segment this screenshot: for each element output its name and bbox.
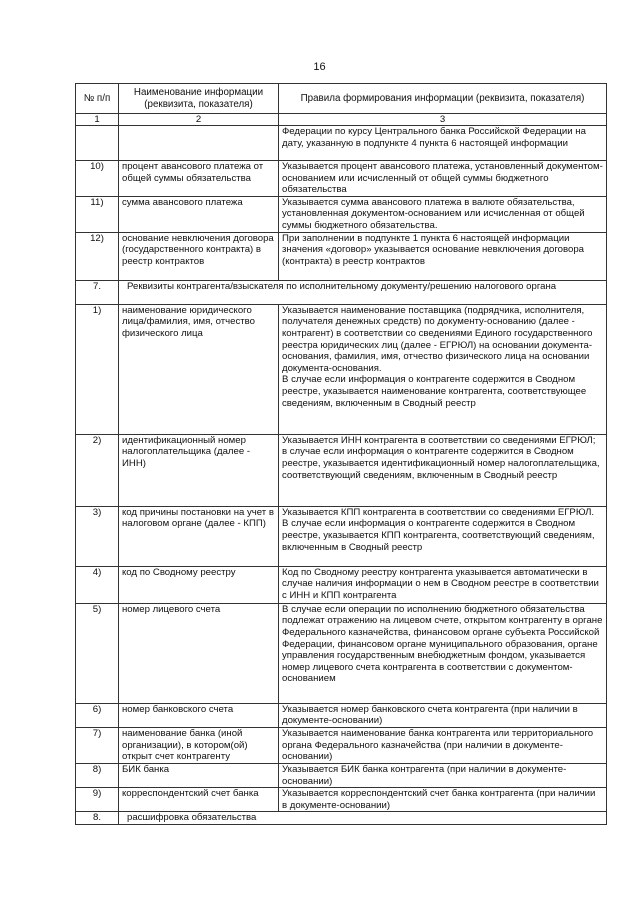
- table-row: [76, 196, 607, 232]
- information-table: [75, 83, 607, 825]
- formation-rule: [279, 232, 607, 280]
- header-number: № п/п: [76, 84, 119, 114]
- rule-paragraph: Указывается БИК банка контрагента (при наличии в документе-основании): [282, 763, 567, 787]
- row-number: 11): [76, 196, 119, 232]
- row-number: 8): [76, 763, 119, 787]
- row-number: 6): [76, 703, 119, 727]
- section-row: [76, 812, 607, 825]
- table-header-row: [76, 84, 607, 114]
- formation-rule: [279, 126, 607, 161]
- row-number: 1): [76, 304, 119, 434]
- info-name: [119, 126, 279, 161]
- table-row: [76, 566, 607, 603]
- rule-paragraph: При заполнении в подпункте 1 пункта 6 настоящей информации значения «договор» указывается основание невключения договора (контракта) в реестр контрактов: [282, 232, 585, 267]
- column-index: 2: [119, 114, 279, 126]
- header-rules: Правила формирования информации (реквизита, показателя): [279, 84, 607, 114]
- formation-rule: [279, 727, 607, 763]
- rule-paragraph: Указывается наименование банка контрагента или территориального органа Федерального казначейства (при наличии в документе-основании): [282, 727, 594, 763]
- column-index: 3: [279, 114, 607, 126]
- row-number: 8.: [76, 812, 119, 825]
- table-row: [76, 788, 607, 812]
- info-name: идентификационный номер налогоплательщика (далее - ИНН): [119, 434, 279, 506]
- rule-paragraph: Указывается ИНН контрагента в соответствии со сведениями ЕГРЮЛ;: [282, 434, 596, 446]
- column-index-row: [76, 114, 607, 126]
- info-name: БИК банка: [119, 763, 279, 787]
- section-row: [76, 280, 607, 304]
- rule-paragraph: Указывается КПП контрагента в соответствии со сведениями ЕГРЮЛ.: [282, 506, 595, 518]
- row-number: 10): [76, 161, 119, 197]
- row-number: 12): [76, 232, 119, 280]
- rule-paragraph: Указывается наименование поставщика (подрядчика, исполнителя, получателя денежных средств) по документу-основанию (далее - контрагент) в соответствии со сведениями Единого государственного реестра юридических лиц (далее - ЕГРЮЛ) на основании документа-основания, фамилия, имя, отчество физического лица на основании документа-основания.: [282, 304, 593, 374]
- formation-rule: [279, 506, 607, 566]
- formation-rule: [279, 304, 607, 434]
- row-number: 5): [76, 603, 119, 703]
- rule-paragraph: Указывается корреспондентский счет банка контрагента (при наличии в документе-основании): [282, 788, 596, 811]
- table-row: [76, 434, 607, 506]
- table-row: [76, 603, 607, 703]
- rule-paragraph: Указывается номер банковского счета контрагента (при наличии в документе-основании): [282, 703, 578, 727]
- table-row: [76, 727, 607, 763]
- info-name: основание невключения договора (государственного контракта) в реестр контрактов: [119, 232, 279, 280]
- formation-rule: [279, 196, 607, 232]
- table-row: [76, 703, 607, 727]
- rule-paragraph: Код по Сводному реестру контрагента указывается автоматически в случае наличия информации о нем в Сводном реестре в соответствии с ИНН и КПП контрагента: [282, 566, 599, 601]
- row-number: 9): [76, 788, 119, 812]
- formation-rule: [279, 763, 607, 787]
- column-index: 1: [76, 114, 119, 126]
- section-title: расшифровка обязательства: [119, 812, 607, 825]
- info-name: номер банковского счета: [119, 703, 279, 727]
- page-number: 16: [313, 61, 326, 73]
- row-number: 4): [76, 566, 119, 603]
- table-row: [76, 763, 607, 787]
- table-row: [76, 506, 607, 566]
- rule-paragraph: В случае если информация о контрагенте содержится в Сводном реестре, указывается КПП контрагента, соответствующий сведениям, включенным в Сводный реестр: [282, 518, 595, 553]
- row-number: 7.: [76, 280, 119, 304]
- row-number: 2): [76, 434, 119, 506]
- formation-rule: [279, 703, 607, 727]
- info-name: код причины постановки на учет в налоговом органе (далее - КПП): [119, 506, 279, 566]
- info-name: наименование юридического лица/фамилия, имя, отчество физического лица: [119, 304, 279, 434]
- row-number: [76, 126, 119, 161]
- info-name: наименование банка (иной организации), в котором(ой) открыт счет контрагенту: [119, 727, 279, 763]
- info-name: сумма авансового платежа: [119, 196, 279, 232]
- rule-paragraph: в случае если информация о контрагенте содержится в Сводном реестре, указывается идентификационный номер налогоплательщика, соответствующий сведениям, включенным в Сводный реестр: [282, 446, 600, 481]
- formation-rule: [279, 434, 607, 506]
- formation-rule: [279, 566, 607, 603]
- formation-rule: [279, 788, 607, 812]
- table-row: [76, 232, 607, 280]
- section-title: Реквизиты контрагента/взыскателя по исполнительному документу/решению налогового органа: [119, 280, 607, 304]
- header-info-name: Наименование информации (реквизита, показателя): [119, 84, 279, 114]
- formation-rule: [279, 161, 607, 197]
- rule-paragraph: В случае если информация о контрагенте содержится в Сводном реестре, указывается наименование контрагента, соответствующее сведениям, включенным в Сводный реестр: [282, 374, 587, 409]
- rule-paragraph: Указывается сумма авансового платежа в валюте обязательства, установленная документом-основанием или исчисленная от общей суммы бюджетного обязательства.: [282, 196, 585, 231]
- table-body: [76, 126, 607, 825]
- rule-paragraph: Федерации по курсу Центрального банка Российской Федерации на дату, указанную в подпункте 4 пункта 6 настоящей информации: [282, 126, 586, 149]
- row-number: 7): [76, 727, 119, 763]
- row-number: 3): [76, 506, 119, 566]
- table-row: [76, 126, 607, 161]
- info-name: код по Сводному реестру: [119, 566, 279, 603]
- rule-paragraph: В случае если операции по исполнению бюджетного обязательства подлежат отражению на лицевом счете, открытом контрагенту в органе Федерального казначейства, финансовом органе субъекта Российской Федерации, финансовом органе муниципального образования, органе управления государственным внебюджетным фондом, указывается номер лицевого счета контрагента в соответствии с документом-основанием: [282, 603, 603, 685]
- table-row: [76, 161, 607, 197]
- info-name: процент авансового платежа от общей суммы обязательства: [119, 161, 279, 197]
- info-name: номер лицевого счета: [119, 603, 279, 703]
- rule-paragraph: Указывается процент авансового платежа, установленный документом-основанием или исчисленный от общей суммы бюджетного обязательства: [282, 161, 603, 196]
- info-name: корреспондентский счет банка: [119, 788, 279, 812]
- formation-rule: [279, 603, 607, 703]
- table-row: [76, 304, 607, 434]
